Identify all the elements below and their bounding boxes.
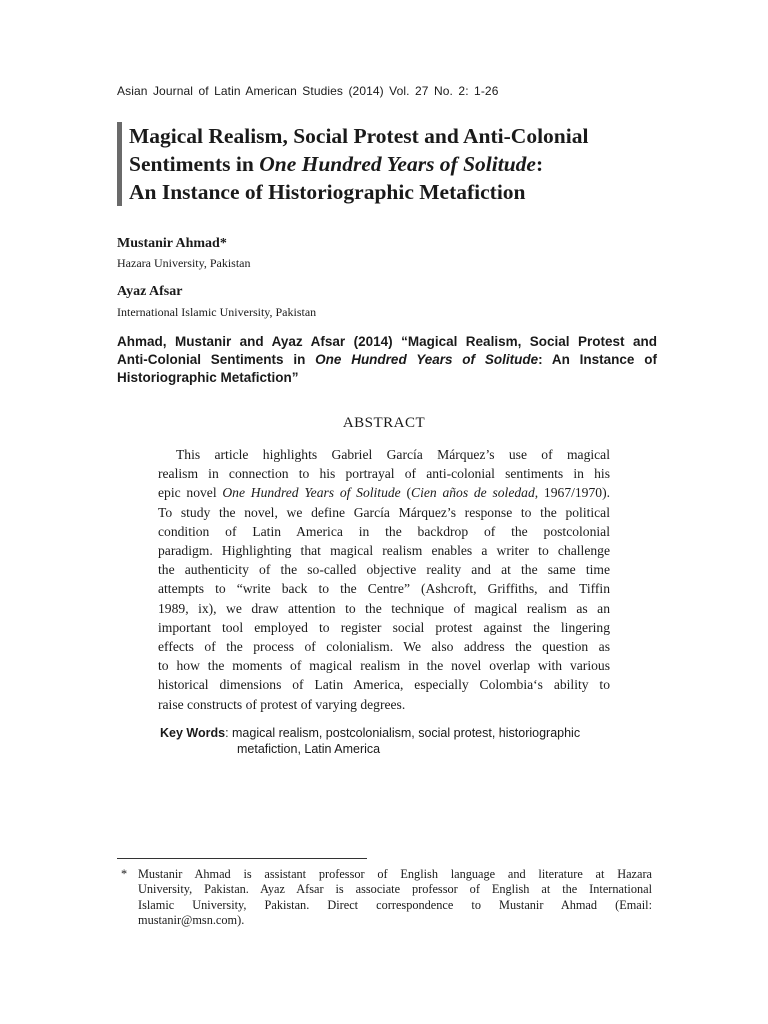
citation-text: Anti-Colonial Sentiments in xyxy=(117,352,316,367)
author-affiliation: Hazara University, Pakistan xyxy=(117,256,251,270)
author-name: Ayaz Afsar xyxy=(117,284,183,299)
footnote-line: University, Pakistan. Ayaz Afsar is associate professor of English at the International xyxy=(138,882,652,897)
title-line-1: Magical Realism, Social Protest and Anti-Colonial xyxy=(129,124,589,148)
abstract-text: ( xyxy=(400,485,412,501)
footnote-line: Islamic University, Pakistan. Direct correspondence to Mustanir Ahmad (Email: xyxy=(138,897,652,912)
book-title-italic: One Hundred Years of Solitude xyxy=(259,152,536,176)
title-line-2 xyxy=(129,150,669,178)
keywords-block xyxy=(160,725,610,757)
abstract-line: attempts to “write back to the Centre” (Ashcroft, Griffiths, and Tiffin xyxy=(158,581,610,597)
author-affiliation: International Islamic University, Pakistan xyxy=(117,305,317,319)
footnote-divider xyxy=(117,858,367,859)
author-name: Mustanir Ahmad* xyxy=(117,236,227,251)
abstract-text: epic novel xyxy=(158,485,223,501)
footnote-body xyxy=(138,867,652,928)
abstract-line: 1989, ix), we draw attention to the technique of magical realism as an xyxy=(158,600,610,616)
abstract-line: To study the novel, we define García Márquez’s response to the political xyxy=(158,504,610,520)
abstract-text: , 1967/1970). xyxy=(534,485,610,501)
footnote-line: Mustanir Ahmad is assistant professor of English language and literature at Hazara xyxy=(138,867,652,881)
abstract-italic: Cien años de soledad xyxy=(411,485,535,501)
keywords-label: Key Words xyxy=(160,726,226,740)
abstract-body xyxy=(158,445,610,714)
journal-header: Asian Journal of Latin American Studies (2014) Vol. 27 No. 2: 1-26 xyxy=(117,84,499,98)
abstract-line: This article highlights Gabriel García Márquez’s use of magical xyxy=(176,447,610,462)
citation-line: Ahmad, Mustanir and Ayaz Afsar (2014) “Magical Realism, Social Protest and xyxy=(117,334,657,349)
abstract-line: paradigm. Highlighting that magical realism enables a writer to challenge xyxy=(158,543,610,559)
abstract-italic: One Hundred Years of Solitude xyxy=(222,485,401,501)
citation-block xyxy=(117,333,657,387)
keywords-line: metafiction, Latin America xyxy=(237,742,381,756)
abstract-line: effects of the process of colonialism. We also address the question as xyxy=(158,639,610,655)
title-line-3: An Instance of Historiographic Metafiction xyxy=(129,180,526,204)
footnote xyxy=(117,867,652,928)
abstract-line: realism in connection to his portrayal of anti-colonial sentiments in his xyxy=(158,466,610,482)
keywords-text: : magical realism, postcolonialism, social protest, historiographic xyxy=(225,726,581,740)
title-text: Sentiments in xyxy=(129,152,260,176)
abstract-line: condition of Latin America in the backdrop of the postcolonial xyxy=(158,523,610,539)
keywords-line xyxy=(160,725,610,741)
abstract-line: to how the moments of magical realism in the novel overlap with various xyxy=(158,658,610,674)
abstract-line: raise constructs of protest of varying degrees. xyxy=(158,696,406,712)
abstract-line: historical dimensions of Latin America, especially Colombia‘s ability to xyxy=(158,677,610,693)
citation-line xyxy=(117,351,657,369)
abstract-line xyxy=(158,483,610,502)
title-text: : xyxy=(535,152,544,176)
abstract-heading: ABSTRACT xyxy=(342,415,426,431)
footnote-line: mustanir@msn.com). xyxy=(138,912,245,927)
citation-line: Historiographic Metafiction” xyxy=(117,370,299,385)
footnote-mark: * xyxy=(121,867,128,881)
citation-italic: One Hundred Years of Solitude xyxy=(315,352,539,367)
abstract-line: the authenticity of the so-called objective reality and at the same time xyxy=(158,562,610,578)
abstract-line: important tool employed to register social protest against the lingering xyxy=(158,619,610,635)
article-title xyxy=(117,122,669,206)
citation-text: : An Instance of xyxy=(538,352,657,367)
